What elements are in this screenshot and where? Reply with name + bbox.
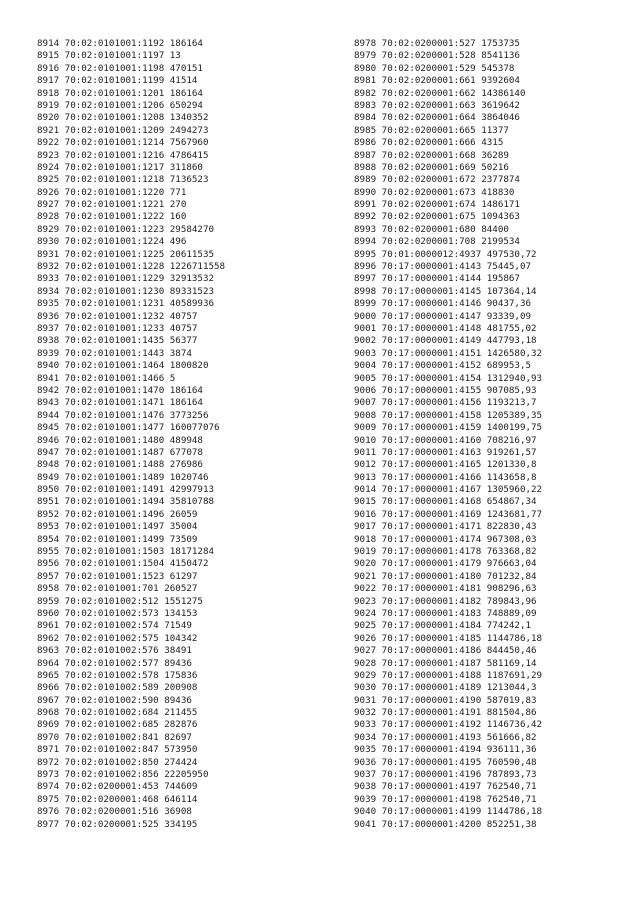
record-line: 8952 70:02:0101001:1496 26059 — [37, 508, 198, 520]
record-line: 9007 70:17:0000001:4156 1193213,7 — [354, 397, 537, 409]
record-line: 8990 70:02:0200001:673 418830 — [354, 186, 515, 198]
record-line: 9018 70:17:0000001:4174 967308,03 — [354, 533, 537, 545]
record-line: 8988 70:02:0200001:669 50216 — [354, 161, 509, 173]
record-line: 8928 70:02:0101001:1222 160 — [37, 211, 187, 223]
record-line: 8994 70:02:0200001:708 2199534 — [354, 236, 520, 248]
record-line: 9041 70:17:0000001:4200 852251,38 — [354, 818, 537, 830]
record-line: 8989 70:02:0200001:672 2377874 — [354, 174, 520, 186]
record-line: 8921 70:02:0101001:1209 2494273 — [37, 124, 209, 136]
record-line: 8965 70:02:0101002:578 175836 — [37, 669, 198, 681]
record-line: 9001 70:17:0000001:4148 481755,02 — [354, 322, 537, 334]
record-line: 9033 70:17:0000001:4192 1146736,42 — [354, 719, 543, 731]
record-line: 8964 70:02:0101002:577 89436 — [37, 657, 192, 669]
record-line: 9037 70:17:0000001:4196 787893,73 — [354, 769, 537, 781]
record-line: 8914 70:02:0101001:1192 186164 — [37, 38, 203, 49]
record-line: 8929 70:02:0101001:1223 29584270 — [37, 223, 215, 235]
record-line: 8923 70:02:0101001:1216 4786415 — [37, 149, 209, 161]
record-line: 8963 70:02:0101002:576 38491 — [37, 645, 192, 657]
record-line: 8986 70:02:0200001:666 4315 — [354, 137, 504, 149]
record-line: 8992 70:02:0200001:675 1094363 — [354, 211, 520, 223]
record-line: 8915 70:02:0101001:1197 13 — [37, 50, 181, 62]
record-line: 8983 70:02:0200001:663 3619642 — [354, 99, 520, 111]
record-line: 8991 70:02:0200001:674 1486171 — [354, 199, 520, 211]
record-line: 8951 70:02:0101001:1494 35810788 — [37, 496, 215, 508]
record-line: 9036 70:17:0000001:4195 760590,48 — [354, 756, 537, 768]
record-line: 8980 70:02:0200001:529 545378 — [354, 62, 515, 74]
record-line: 8944 70:02:0101001:1476 3773256 — [37, 409, 209, 421]
record-line: 8966 70:02:0101002:589 200908 — [37, 682, 198, 694]
record-line: 9032 70:17:0000001:4191 881504,86 — [354, 707, 537, 719]
record-line: 9002 70:17:0000001:4149 447793,18 — [354, 335, 537, 347]
record-line: 9011 70:17:0000001:4163 919261,57 — [354, 446, 537, 458]
record-line: 8945 70:02:0101001:1477 160077076 — [37, 422, 220, 434]
record-line: 9035 70:17:0000001:4194 936111,36 — [354, 744, 537, 756]
record-line: 9009 70:17:0000001:4159 1400199,75 — [354, 422, 543, 434]
record-line: 8927 70:02:0101001:1221 270 — [37, 199, 187, 211]
record-line: 8970 70:02:0101002:841 82697 — [37, 731, 192, 743]
record-line: 9022 70:17:0000001:4181 908296,63 — [354, 583, 537, 595]
record-line: 8969 70:02:0101002:685 282876 — [37, 719, 198, 731]
record-line: 9038 70:17:0000001:4197 762540,71 — [354, 781, 537, 793]
record-line: 8937 70:02:0101001:1233 40757 — [37, 322, 198, 334]
record-line: 9034 70:17:0000001:4193 561666,82 — [354, 731, 537, 743]
record-line: 8916 70:02:0101001:1198 470151 — [37, 62, 203, 74]
record-line: 8936 70:02:0101001:1232 40757 — [37, 310, 198, 322]
record-line: 9020 70:17:0000001:4179 976663,04 — [354, 558, 537, 570]
record-line: 9008 70:17:0000001:4158 1205389,35 — [354, 409, 543, 421]
record-line: 9030 70:17:0000001:4189 1213044,3 — [354, 682, 537, 694]
left-column — [37, 38, 225, 831]
record-line: 8962 70:02:0101002:575 104342 — [37, 632, 198, 644]
record-line: 8935 70:02:0101001:1231 40589936 — [37, 298, 215, 310]
record-line: 8918 70:02:0101001:1201 186164 — [37, 87, 203, 99]
record-line: 8975 70:02:0200001:468 646114 — [37, 793, 198, 805]
record-line: 9027 70:17:0000001:4186 844450,46 — [354, 645, 537, 657]
record-line: 9023 70:17:0000001:4182 789843,96 — [354, 595, 537, 607]
record-line: 8943 70:02:0101001:1471 186164 — [37, 397, 203, 409]
record-line: 8960 70:02:0101002:573 134153 — [37, 607, 198, 619]
record-line: 8950 70:02:0101001:1491 42997913 — [37, 484, 215, 496]
record-line: 9012 70:17:0000001:4165 1201330,8 — [354, 459, 537, 471]
record-line: 8973 70:02:0101002:856 22205950 — [37, 769, 209, 781]
record-line: 9040 70:17:0000001:4199 1144786,18 — [354, 806, 543, 818]
record-line: 8922 70:02:0101001:1214 7567960 — [37, 137, 209, 149]
record-line: 9004 70:17:0000001:4152 689953,5 — [354, 360, 532, 372]
record-line: 8934 70:02:0101001:1230 89331523 — [37, 285, 215, 297]
record-line: 8998 70:17:0000001:4145 107364,14 — [354, 285, 537, 297]
record-line: 8954 70:02:0101001:1499 73509 — [37, 533, 198, 545]
record-line: 8978 70:02:0200001:527 1753735 — [354, 38, 520, 49]
record-line: 8925 70:02:0101001:1218 7136523 — [37, 174, 209, 186]
right-column — [354, 38, 542, 831]
record-line: 8941 70:02:0101001:1466 5 — [37, 372, 176, 384]
record-line: 8982 70:02:0200001:662 14386140 — [354, 87, 526, 99]
record-line: 9029 70:17:0000001:4188 1187691,29 — [354, 669, 543, 681]
record-line: 8997 70:17:0000001:4144 195867 — [354, 273, 520, 285]
record-line: 8948 70:02:0101001:1488 276986 — [37, 459, 203, 471]
record-line: 8949 70:02:0101001:1489 1020746 — [37, 471, 209, 483]
record-line: 8984 70:02:0200001:664 3864046 — [354, 112, 520, 124]
record-line: 8985 70:02:0200001:665 11377 — [354, 124, 509, 136]
record-line: 8938 70:02:0101001:1435 56377 — [37, 335, 198, 347]
record-line: 8967 70:02:0101002:590 89436 — [37, 694, 192, 706]
record-line: 8924 70:02:0101001:1217 311860 — [37, 161, 203, 173]
record-line: 8942 70:02:0101001:1470 186164 — [37, 384, 203, 396]
record-line: 8920 70:02:0101001:1208 1340352 — [37, 112, 209, 124]
record-line: 8957 70:02:0101001:1523 61297 — [37, 570, 198, 582]
record-line: 8961 70:02:0101002:574 71549 — [37, 620, 192, 632]
record-line: 9003 70:17:0000001:4151 1426580,32 — [354, 347, 543, 359]
record-line: 9016 70:17:0000001:4169 1243681,77 — [354, 508, 543, 520]
record-line: 9017 70:17:0000001:4171 822830,43 — [354, 521, 537, 533]
record-line: 8940 70:02:0101001:1464 1800820 — [37, 360, 209, 372]
record-line: 8919 70:02:0101001:1206 650294 — [37, 99, 203, 111]
record-line: 8946 70:02:0101001:1480 489948 — [37, 434, 203, 446]
record-line: 9021 70:17:0000001:4180 701232,84 — [354, 570, 537, 582]
record-line: 8932 70:02:0101001:1228 1226711558 — [37, 261, 226, 273]
record-line: 8917 70:02:0101001:1199 41514 — [37, 75, 198, 87]
record-line: 8926 70:02:0101001:1220 771 — [37, 186, 187, 198]
record-line: 8981 70:02:0200001:661 9392604 — [354, 75, 520, 87]
record-line: 9025 70:17:0000001:4184 774242,1 — [354, 620, 532, 632]
record-line: 8930 70:02:0101001:1224 496 — [37, 236, 187, 248]
record-line: 9015 70:17:0000001:4168 654867,34 — [354, 496, 537, 508]
record-line: 8976 70:02:0200001:516 36908 — [37, 806, 192, 818]
record-line: 8958 70:02:0101001:701 260527 — [37, 583, 198, 595]
record-line: 9039 70:17:0000001:4198 762540,71 — [354, 793, 537, 805]
record-line: 9028 70:17:0000001:4187 581169,14 — [354, 657, 537, 669]
record-line: 8933 70:02:0101001:1229 32913532 — [37, 273, 215, 285]
record-line: 8971 70:02:0101002:847 573950 — [37, 744, 198, 756]
record-line: 9014 70:17:0000001:4167 1305960,22 — [354, 484, 543, 496]
record-line: 8947 70:02:0101001:1487 677078 — [37, 446, 203, 458]
record-line: 8931 70:02:0101001:1225 20611535 — [37, 248, 215, 260]
record-line: 9013 70:17:0000001:4166 1143658,8 — [354, 471, 537, 483]
record-line: 8993 70:02:0200001:680 84400 — [354, 223, 509, 235]
record-line: 9019 70:17:0000001:4178 763368,82 — [354, 546, 537, 558]
record-line: 8995 70:01:0000012:4937 497530,72 — [354, 248, 537, 260]
record-line: 8939 70:02:0101001:1443 3874 — [37, 347, 192, 359]
record-line: 9026 70:17:0000001:4185 1144786,18 — [354, 632, 543, 644]
record-line: 8979 70:02:0200001:528 8541136 — [354, 50, 520, 62]
record-line: 8996 70:17:0000001:4143 75445,07 — [354, 261, 532, 273]
record-line: 8956 70:02:0101001:1504 4150472 — [37, 558, 209, 570]
record-line: 9031 70:17:0000001:4190 587019,83 — [354, 694, 537, 706]
record-line: 8959 70:02:0101002:512 1551275 — [37, 595, 203, 607]
record-line: 8953 70:02:0101001:1497 35004 — [37, 521, 198, 533]
record-line: 9005 70:17:0000001:4154 1312940,93 — [354, 372, 543, 384]
record-line: 8974 70:02:0200001:453 744609 — [37, 781, 198, 793]
record-line: 9000 70:17:0000001:4147 93339,09 — [354, 310, 532, 322]
record-line: 9024 70:17:0000001:4183 748889,09 — [354, 607, 537, 619]
record-line: 8999 70:17:0000001:4146 90437,36 — [354, 298, 532, 310]
record-line: 9006 70:17:0000001:4155 907085,93 — [354, 384, 537, 396]
record-line: 8972 70:02:0101002:850 274424 — [37, 756, 198, 768]
record-line: 8968 70:02:0101002:684 211455 — [37, 707, 198, 719]
record-line: 8987 70:02:0200001:668 36289 — [354, 149, 509, 161]
record-line: 8977 70:02:0200001:525 334195 — [37, 818, 198, 830]
record-line: 8955 70:02:0101001:1503 18171284 — [37, 546, 215, 558]
record-line: 9010 70:17:0000001:4160 708216,97 — [354, 434, 537, 446]
